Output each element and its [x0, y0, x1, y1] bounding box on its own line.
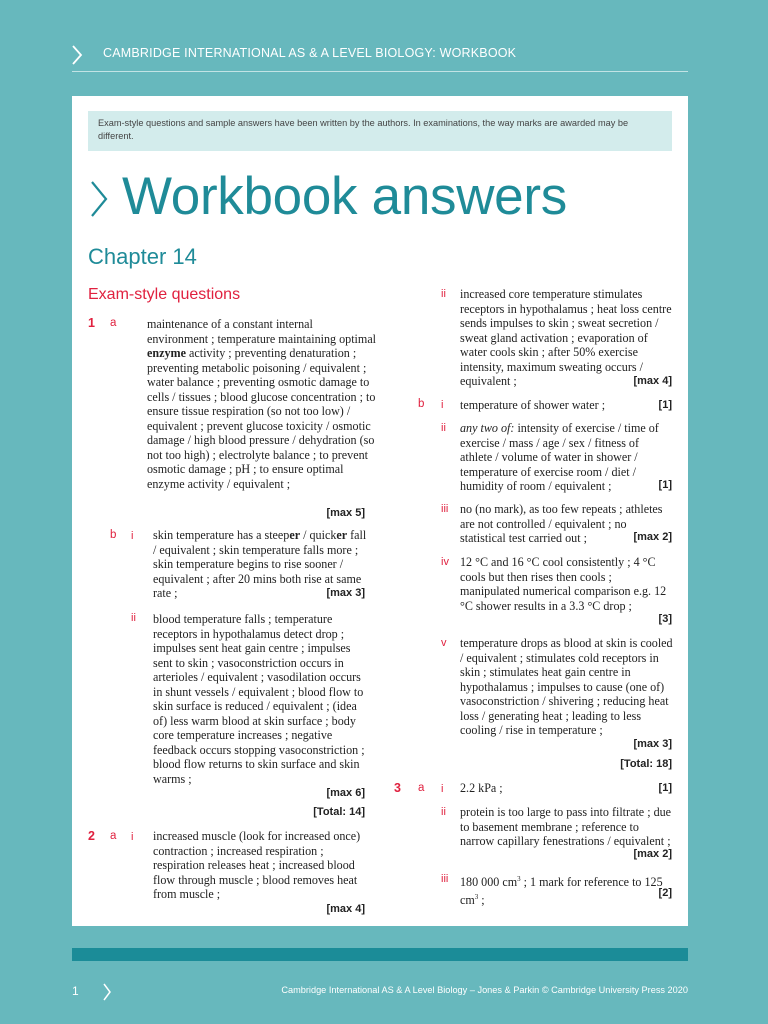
total-q2: [Total: 18]: [620, 758, 672, 770]
answer-1a: maintenance of a constant internal environment ; temperature maintaining optimal enzyme activity ; preventing denaturation ; preventing metabolic poisoning / equivalent ; water balance ; preventing osmotic damage to cells / tissues ; blood glucose concentration ; to ensure tissue respiration (so not too low) / equivalent ; prevent glucose toxicity / osmotic damage / high blood pressure / dehydration (so not too high) ; electrolyte balance ; to prevent osmotic damage ; pH ; to ensure optimal enzyme activity / equivalent ;: [147, 317, 377, 491]
part-letter: a: [110, 830, 117, 842]
answer-3a-i: 2.2 kPa ;: [460, 781, 503, 795]
answer-1b-ii: blood temperature falls ; temperature receptors in hypothalamus detect drop ; impulses sent heat gain centre ; impulses sent to skin ; vasoconstriction occurs in arterioles / equivalent ; vasodilation occurs in shunt vessels / equivalent ; blood flow to skin surface is reduced / equivalent ; (idea of) less warm blood at skin surface ; body core temperature increases ; negative feedback occurs stopping vasoconstriction ; blood flow returns to skin surface and skin warms ;: [153, 612, 365, 786]
footer-copyright: Cambridge International AS & A Level Biology – Jones & Parkin © Cambridge University Press 2020: [281, 985, 688, 995]
marks-2b-v: [max 3]: [633, 738, 672, 750]
answer-2b-ii: any two of: intensity of exercise / time of exercise / mass / age / sex / fitness of athlete / volume of water in shower / temperature of exercise room / diet / humidity of room / equivalent ;: [460, 421, 659, 493]
answer-2a-i: increased muscle (look for increased once) contraction ; increased respiration ; respiration releases heat ; increased blood flow through muscle ; blood removes heat from muscle ;: [153, 829, 361, 901]
part-letter: a: [110, 317, 117, 329]
header-divider: [72, 71, 688, 72]
answer-2b-v: temperature drops as blood at skin is cooled / equivalent ; stimulates cold receptors in skin ; stimulates heat gain centre in hypothalamus ; impulses to cause (one of) vasoconstriction / shivering ; reducing heat loss / generating heat ; leading to less cooling / rise in temperature ;: [460, 636, 673, 737]
part-letter: a: [418, 782, 425, 794]
marks-2b-iii: [max 2]: [633, 531, 672, 543]
answer-2b-iv: 12 °C and 16 °C cool consistently ; 4 °C cools but then rises then cools ; manipulated numerical comparison e.g. 12 °C shower results in a 3.3 °C drop ;: [460, 555, 667, 613]
header-title: CAMBRIDGE INTERNATIONAL AS & A LEVEL BIOLOGY: WORKBOOK: [103, 46, 517, 60]
roman-numeral: i: [441, 783, 444, 795]
answer-3a-iii: 180 000 $cm^3$ ; 1 mark for reference to 125 $cm^3$ ;: [460, 875, 663, 907]
answer-2b-i: temperature of shower water ;: [460, 398, 606, 412]
question-number: 1: [88, 316, 95, 330]
roman-numeral: ii: [441, 806, 446, 818]
marks-2a-ii: [max 4]: [633, 375, 672, 387]
footer-bar: [72, 948, 688, 961]
chapter-heading: Chapter 14: [88, 244, 197, 269]
marks-3a-i: [1]: [658, 782, 672, 794]
disclaimer-box: Exam-style questions and sample answers have been written by the authors. In examinations, the way marks are awarded may be different.: [88, 111, 672, 151]
roman-numeral: iii: [441, 873, 449, 885]
marks-1b-ii: [max 6]: [326, 787, 365, 799]
marks-2a-i: [max 4]: [326, 903, 365, 915]
page-sheet: [72, 96, 688, 926]
question-number: 2: [88, 829, 95, 843]
answer-3a-ii: protein is too large to pass into filtrate ; due to basement membrane ; reference to narrow capillary fenestrations / equivalent ;: [460, 805, 672, 848]
total-q1: [Total: 14]: [313, 806, 365, 818]
roman-numeral: i: [131, 530, 134, 542]
section-heading: Exam-style questions: [88, 286, 241, 303]
answer-2a-ii: increased core temperature stimulates receptors in hypothalamus ; heat loss centre sends impulses to skin ; sweat secretion / sweat gland activation ; evaporation of water cools skin ; after 50% exercise intensity, maximum sweating occurs / equivalent ;: [460, 287, 672, 388]
answer-1b-i: skin temperature has a steeper / quicker fall / equivalent ; skin temperature falls more ; skin temperature begins to rise sooner / equivalent ; after 20 mins both rise at same rate ;: [153, 528, 367, 600]
roman-numeral: i: [131, 831, 134, 843]
title-chevron-icon: [89, 180, 109, 218]
page-title: Workbook answers: [122, 167, 567, 226]
roman-numeral: ii: [441, 422, 446, 434]
marks-2b-iv: [3]: [658, 613, 672, 625]
page-number: 1: [72, 984, 79, 998]
question-number: 3: [394, 781, 401, 795]
answer-2b-iii: no (no mark), as too few repeats ; athletes are not controlled / equivalent ; no statistical test carried out ;: [460, 502, 663, 545]
marks-1b-i: [max 3]: [326, 587, 365, 599]
marks-3a-ii: [max 2]: [633, 848, 672, 860]
roman-numeral: i: [441, 399, 444, 411]
marks-2b-i: [1]: [658, 399, 672, 411]
part-letter: b: [418, 398, 425, 410]
part-letter: b: [110, 529, 117, 541]
roman-numeral: ii: [441, 288, 446, 300]
marks-2b-ii: [1]: [658, 479, 672, 491]
marks-3a-iii: [2]: [658, 887, 672, 899]
header-chevron-icon: [70, 44, 84, 66]
footer-chevron-icon: [102, 982, 112, 1002]
roman-numeral: iv: [441, 556, 449, 568]
roman-numeral: ii: [131, 612, 136, 624]
marks-1a: [max 5]: [326, 507, 365, 519]
roman-numeral: v: [441, 637, 447, 649]
roman-numeral: iii: [441, 503, 449, 515]
